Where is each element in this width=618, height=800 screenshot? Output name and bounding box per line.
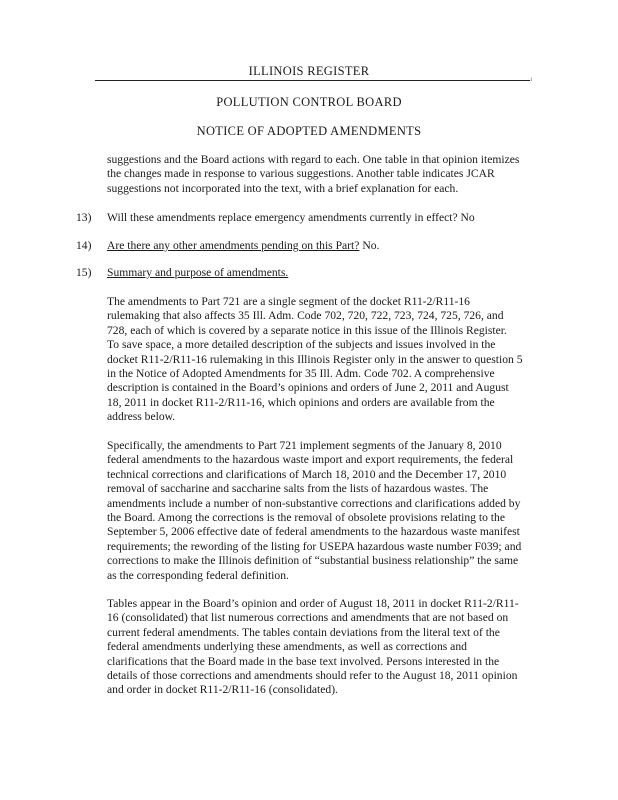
item-13-answer: No bbox=[457, 211, 475, 224]
text-line: as the corresponding federal definition. bbox=[107, 568, 289, 582]
text-line: rulemaking that also affects 35 Ill. Adm. Code 702, 720, 722, 723, 724, 725, 726, and bbox=[107, 309, 504, 323]
text-line: suggestions not incorporated into the text, with a brief explanation for each. bbox=[107, 181, 459, 195]
item-14 bbox=[107, 239, 379, 253]
text-line: amendments include a number of non-substantive corrections and clarifications added by bbox=[107, 496, 521, 510]
text-line: corrections to make the Illinois definition of “substantial business relationship” the same bbox=[107, 554, 519, 568]
summary-paragraph-2 bbox=[107, 439, 525, 583]
header-rule bbox=[95, 80, 530, 81]
item-15 bbox=[107, 266, 288, 280]
text-line: federal amendments to the hazardous waste import and export requirements, the federal bbox=[107, 453, 514, 467]
text-line: description is contained in the Board’s opinions and orders of June 2, 2011 and August bbox=[107, 381, 509, 395]
item-15-number: 15) bbox=[76, 266, 92, 279]
text-line: 16 (consolidated) that list numerous corrections and amendments that are not based on bbox=[107, 611, 509, 625]
text-line: address below. bbox=[107, 410, 176, 424]
text-line: Specifically, the amendments to Part 721 implement segments of the January 8, 2010 bbox=[107, 439, 502, 452]
text-line: The amendments to Part 721 are a single segment of the docket R11-2/R11-16 bbox=[107, 295, 470, 308]
text-line: September 5, 2006 effective date of federal amendments to the hazardous waste manifest bbox=[107, 525, 520, 539]
text-line: docket R11-2/R11-16 rulemaking in this Illinois Register only in the answer to question 5 bbox=[107, 352, 523, 366]
text-line: the Board. Among the corrections is the removal of obsolete provisions relating to the bbox=[107, 511, 505, 525]
text-line: in the Notice of Adopted Amendments for 35 Ill. Adm. Code 702. A comprehensive bbox=[107, 367, 495, 381]
text-line: details of those corrections and amendments should refer to the August 18, 2011 opinion bbox=[107, 669, 518, 683]
item-13 bbox=[107, 211, 475, 225]
text-line: removal of saccharine and saccharine salts from the lists of hazardous wastes. The bbox=[107, 482, 489, 496]
text-line: To save space, a more detailed description of the subjects and issues involved in the bbox=[107, 338, 496, 352]
item-14-question: Are there any other amendments pending on this Part? bbox=[107, 239, 360, 252]
board-title: POLLUTION CONTROL BOARD bbox=[216, 95, 402, 109]
text-line: clarifications that the Board made in the base text involved. Persons interested in the bbox=[107, 654, 500, 668]
register-title: ILLINOIS REGISTER bbox=[248, 64, 370, 78]
text-line: technical corrections and clarifications of March 18, 2010 and the December 17, 2010 bbox=[107, 467, 507, 481]
item-13-number: 13) bbox=[76, 211, 92, 224]
item-14-number: 14) bbox=[76, 239, 92, 252]
continuation-paragraph bbox=[107, 153, 525, 196]
text-line: and order in docket R11-2/R11-16 (consolidated). bbox=[107, 683, 338, 697]
item-14-answer: No. bbox=[359, 239, 380, 252]
item-15-question: Summary and purpose of amendments. bbox=[107, 266, 289, 279]
text-line: requirements; the rewording of the listing for USEPA hazardous waste number F039; and bbox=[107, 539, 522, 553]
text-line: current federal amendments. The tables contain deviations from the literal text of the bbox=[107, 625, 500, 639]
text-line: Tables appear in the Board’s opinion and order of August 18, 2011 in docket R11-2/R11- bbox=[107, 597, 519, 610]
summary-paragraph-1 bbox=[107, 295, 525, 425]
notice-title: NOTICE OF ADOPTED AMENDMENTS bbox=[196, 124, 422, 138]
text-line: 18, 2011 in docket R11-2/R11-16, which opinions and orders are available from the bbox=[107, 395, 495, 409]
text-line: federal amendments underlying these amendments, as well as corrections and bbox=[107, 640, 467, 654]
summary-paragraph-3 bbox=[107, 597, 525, 698]
page-corner-mark: 1 bbox=[530, 78, 533, 83]
text-line: the changes made in response to various suggestions. Another table indicates JCAR bbox=[107, 167, 495, 181]
item-13-question: Will these amendments replace emergency amendments currently in effect? bbox=[107, 211, 458, 224]
text-line: suggestions and the Board actions with regard to each. One table in that opinion itemizes bbox=[107, 153, 520, 166]
text-line: 728, each of which is covered by a separate notice in this issue of the Illinois Register. bbox=[107, 323, 507, 337]
